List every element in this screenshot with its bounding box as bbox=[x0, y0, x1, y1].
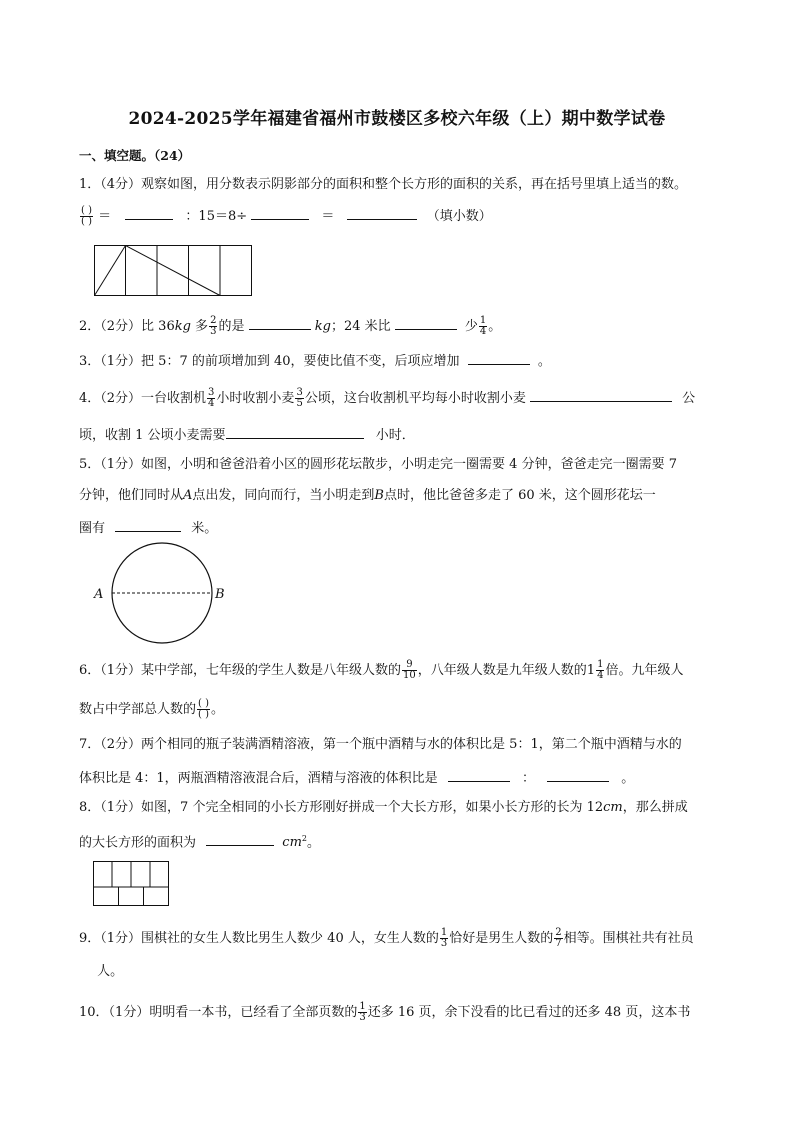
q5-circle-figure bbox=[90, 540, 240, 646]
q2-text: 2．（2分）比 36kg 多 $\frac{2}{3}$ 的是 kg；24 米比 少 $\frac{1}{4}$ 。 bbox=[79, 315, 502, 337]
q5-point-a-label: A bbox=[94, 587, 104, 602]
q1-blank-1[interactable] bbox=[125, 206, 173, 220]
q4-blank-2[interactable] bbox=[226, 425, 364, 439]
q5-point-b-label: B bbox=[215, 587, 225, 602]
q7-blank-2[interactable] bbox=[547, 768, 609, 782]
q3-blank[interactable] bbox=[468, 351, 530, 365]
q4-blank-1[interactable] bbox=[530, 388, 672, 402]
q9-line-1: 9．（1分）围棋社的女生人数比男生人数少 40 人，女生人数的 $\frac{1}{3}$ 恰好是男生人数的 $\frac{2}{7}$ 相等。围棋社共有社员 bbox=[79, 927, 694, 949]
q6-answer-fraction[interactable]: $\frac{( )}{( )}$ bbox=[198, 698, 209, 720]
q4-line-1: 4．（2分）一台收割机 $\frac{3}{4}$ 小时收割小麦 $\frac{3}{5}$ 公顷，这台收割机平均每小时收割小麦 公 bbox=[79, 387, 696, 409]
q5-line-3: 圈有 米。 bbox=[79, 518, 217, 538]
q6-line-1: 6．（1分）某中学部，七年级的学生人数是八年级人数的 $\frac{9}{10}$ ，八年级人数是九年级人数的1 $\frac{1}{4}$ 倍。九年级人 bbox=[79, 659, 684, 681]
q8-blank[interactable] bbox=[206, 832, 274, 846]
q5-line-2: 分钟，他们同时从A点出发，同向而行，当小明走到B点时，他比爸爸多走了 60 米，这个圆形花坛一 bbox=[79, 488, 656, 503]
q1-rectangle-figure bbox=[94, 245, 254, 297]
q8-line-1: 8．（1分）如图，7 个完全相同的小长方形刚好拼成一个大长方形，如果小长方形的长为 12cm，那么拼成 bbox=[79, 800, 688, 815]
q8-line-2: 的大长方形的面积为 $cm^2$。 bbox=[79, 834, 321, 851]
q2-blank-2[interactable] bbox=[395, 316, 457, 330]
q1-blank-2[interactable] bbox=[251, 206, 309, 220]
section-heading-fill-blank: 一、填空题。（24） bbox=[79, 148, 191, 163]
q7-blank-1[interactable] bbox=[448, 768, 510, 782]
q7-line-2: 体积比是 4：1，两瓶酒精溶液混合后，酒精与溶液的体积比是 ： 。 bbox=[79, 768, 634, 788]
q5-line-1: 5．（1分）如图，小明和爸爸沿着小区的圆形花坛散步，小明走完一圈需要 4 分钟，爸爸走完一圈需要 7 bbox=[79, 457, 677, 472]
q2-blank-1[interactable] bbox=[249, 316, 311, 330]
q4-line-2: 顷，收割 1 公顷小麦需要 小时． bbox=[79, 425, 415, 445]
q7-line-1: 7．（2分）两个相同的瓶子装满酒精溶液，第一个瓶中酒精与水的体积比是 5：1，第二个瓶中酒精与水的 bbox=[79, 737, 682, 752]
q1-fraction: $\frac{( )}{( )}$ bbox=[81, 205, 92, 227]
q9-line-2: 人。 bbox=[97, 964, 124, 979]
q1-text: 1．（4分）观察如图，用分数表示阴影部分的面积和整个长方形的面积的关系，再在括号里填上适当的数。 bbox=[79, 177, 688, 192]
q1-blank-3[interactable] bbox=[347, 206, 417, 220]
page-title: 2024-2025学年福建省福州市鼓楼区多校六年级（上）期中数学试卷 bbox=[128, 109, 666, 129]
q1-answer-line: $\frac{( )}{( )}$ ＝ ：15＝8÷ ＝ （填小数） bbox=[81, 205, 492, 227]
q10-line-1: 10．（1分）明明看一本书，已经看了全部页数的 $\frac{1}{3}$ 还多 16 页，余下没看的比已看过的还多 48 页，这本书 bbox=[79, 1001, 691, 1023]
q5-blank[interactable] bbox=[115, 518, 181, 532]
q3-text: 3．（1分）把 5：7 的前项增加到 40，要使比值不变，后项应增加 。 bbox=[79, 351, 551, 371]
q6-line-2: 数占中学部总人数的 $\frac{( )}{( )}$ 。 bbox=[79, 698, 225, 720]
q8-rectangles-figure bbox=[93, 861, 171, 907]
